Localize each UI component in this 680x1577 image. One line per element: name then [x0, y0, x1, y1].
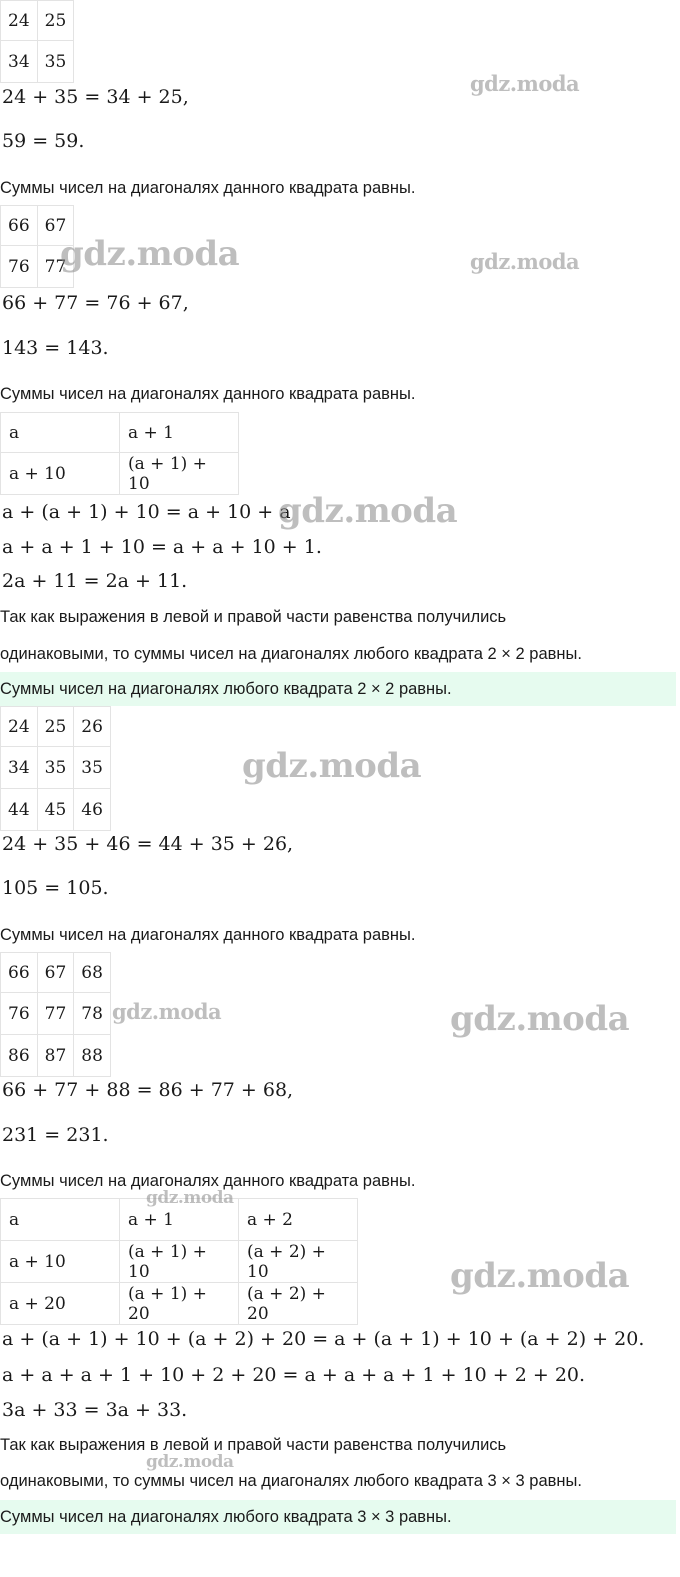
table-row	[1, 953, 111, 993]
equation-line: 143 = 143.	[2, 337, 109, 359]
grid-cell: 87	[37, 1035, 74, 1077]
table-row	[1, 1283, 358, 1325]
grid-cell: 25	[37, 1, 74, 41]
equation-line: 105 = 105.	[2, 877, 109, 899]
grid-cell: 24	[1, 1, 38, 41]
number-square-4	[0, 952, 111, 1077]
statement-text: Суммы чисел на диагоналях данного квадрата равны.	[0, 179, 416, 197]
conclusion-text: Суммы чисел на диагоналях любого квадрата 3 × 3 равны.	[0, 1508, 452, 1526]
grid-cell: 46	[74, 789, 111, 831]
grid-cell: 45	[37, 789, 74, 831]
equation-line: 59 = 59.	[2, 130, 85, 152]
grid-cell: 34	[1, 747, 38, 789]
grid-cell: 76	[1, 993, 38, 1035]
explanation-text: одинаковыми, то суммы чисел на диагоналях любого квадрата 2 × 2 равны.	[0, 645, 582, 663]
watermark-logo: gdz.moda	[278, 491, 458, 531]
number-square-1	[0, 0, 74, 83]
grid-cell: a	[1, 413, 120, 453]
grid-cell: 24	[1, 707, 38, 747]
grid-cell: 78	[74, 993, 111, 1035]
watermark-logo: gdz.moda	[60, 234, 240, 274]
equation-line: a + (a + 1) + 10 + (a + 2) + 20 = a + (a + 1) + 10 + (a + 2) + 20.	[2, 1328, 645, 1350]
grid-cell: 77	[37, 246, 74, 288]
grid-cell: a + 20	[1, 1283, 120, 1325]
table-row	[1, 1241, 358, 1283]
symbolic-square-3x3	[0, 1198, 358, 1325]
table-row	[1, 993, 111, 1035]
grid-cell: a + 2	[239, 1199, 358, 1241]
watermark-logo: gdz.moda	[450, 999, 630, 1039]
grid-cell: 34	[1, 41, 38, 83]
statement-text: Суммы чисел на диагоналях данного квадрата равны.	[0, 385, 416, 403]
grid-cell: 88	[74, 1035, 111, 1077]
grid-cell: 26	[74, 707, 111, 747]
grid-cell: (a + 1) + 10	[120, 1241, 239, 1283]
table-row	[1, 789, 111, 831]
equation-line: 2a + 11 = 2a + 11.	[2, 570, 188, 592]
grid-cell: 86	[1, 1035, 38, 1077]
grid-cell: 66	[1, 206, 38, 246]
grid-cell: a + 1	[120, 1199, 239, 1241]
statement-text: Суммы чисел на диагоналях данного квадрата равны.	[0, 926, 416, 944]
equation-line: a + (a + 1) + 10 = a + 10 + a	[2, 501, 291, 523]
grid-cell: 44	[1, 789, 38, 831]
watermark-logo: gdz.moda	[450, 1256, 630, 1296]
equation-line: 231 = 231.	[2, 1124, 109, 1146]
grid-cell: (a + 1) + 10	[120, 453, 239, 495]
table-row	[1, 41, 74, 83]
grid-cell: 35	[37, 41, 74, 83]
grid-cell: a + 1	[120, 413, 239, 453]
grid-cell: 68	[74, 953, 111, 993]
conclusion-text: Суммы чисел на диагоналях любого квадрата 2 × 2 равны.	[0, 680, 452, 698]
grid-cell: (a + 2) + 10	[239, 1241, 358, 1283]
number-square-3	[0, 706, 111, 831]
grid-cell: 67	[37, 953, 74, 993]
grid-cell: a + 10	[1, 453, 120, 495]
grid-cell: 35	[74, 747, 111, 789]
grid-cell: 35	[37, 747, 74, 789]
grid-cell: 76	[1, 246, 38, 288]
grid-cell: 77	[37, 993, 74, 1035]
grid-cell: a	[1, 1199, 120, 1241]
equation-line: 66 + 77 = 76 + 67,	[2, 292, 189, 314]
equation-line: a + a + 1 + 10 = a + a + 10 + 1.	[2, 536, 322, 558]
equation-line: 24 + 35 + 46 = 44 + 35 + 26,	[2, 833, 294, 855]
statement-text: Суммы чисел на диагоналях данного квадрата равны.	[0, 1172, 416, 1190]
table-row	[1, 707, 111, 747]
symbolic-square-2x2	[0, 412, 239, 495]
explanation-text: Так как выражения в левой и правой части равенства получились	[0, 1436, 507, 1454]
table-row	[1, 1, 74, 41]
watermark-logo: gdz.moda	[112, 999, 222, 1024]
grid-cell: (a + 2) + 20	[239, 1283, 358, 1325]
equation-line: 24 + 35 = 34 + 25,	[2, 86, 189, 108]
watermark-logo: gdz.moda	[146, 1452, 234, 1472]
equation-line: 3a + 33 = 3a + 33.	[2, 1399, 188, 1421]
table-row	[1, 1035, 111, 1077]
watermark-logo: gdz.moda	[242, 746, 422, 786]
grid-cell: 67	[37, 206, 74, 246]
grid-cell: a + 10	[1, 1241, 120, 1283]
watermark-logo: gdz.moda	[470, 71, 580, 96]
explanation-text: Так как выражения в левой и правой части равенства получились	[0, 608, 507, 626]
table-row	[1, 747, 111, 789]
watermark-logo: gdz.moda	[146, 1188, 234, 1208]
explanation-text: одинаковыми, то суммы чисел на диагоналях любого квадрата 3 × 3 равны.	[0, 1472, 582, 1490]
table-row	[1, 413, 239, 453]
equation-line: 66 + 77 + 88 = 86 + 77 + 68,	[2, 1079, 294, 1101]
grid-cell: 25	[37, 707, 74, 747]
equation-line: a + a + a + 1 + 10 + 2 + 20 = a + a + a + 1 + 10 + 2 + 20.	[2, 1364, 586, 1386]
grid-cell: (a + 1) + 20	[120, 1283, 239, 1325]
grid-cell: 66	[1, 953, 38, 993]
table-row	[1, 453, 239, 495]
watermark-logo: gdz.moda	[470, 249, 580, 274]
